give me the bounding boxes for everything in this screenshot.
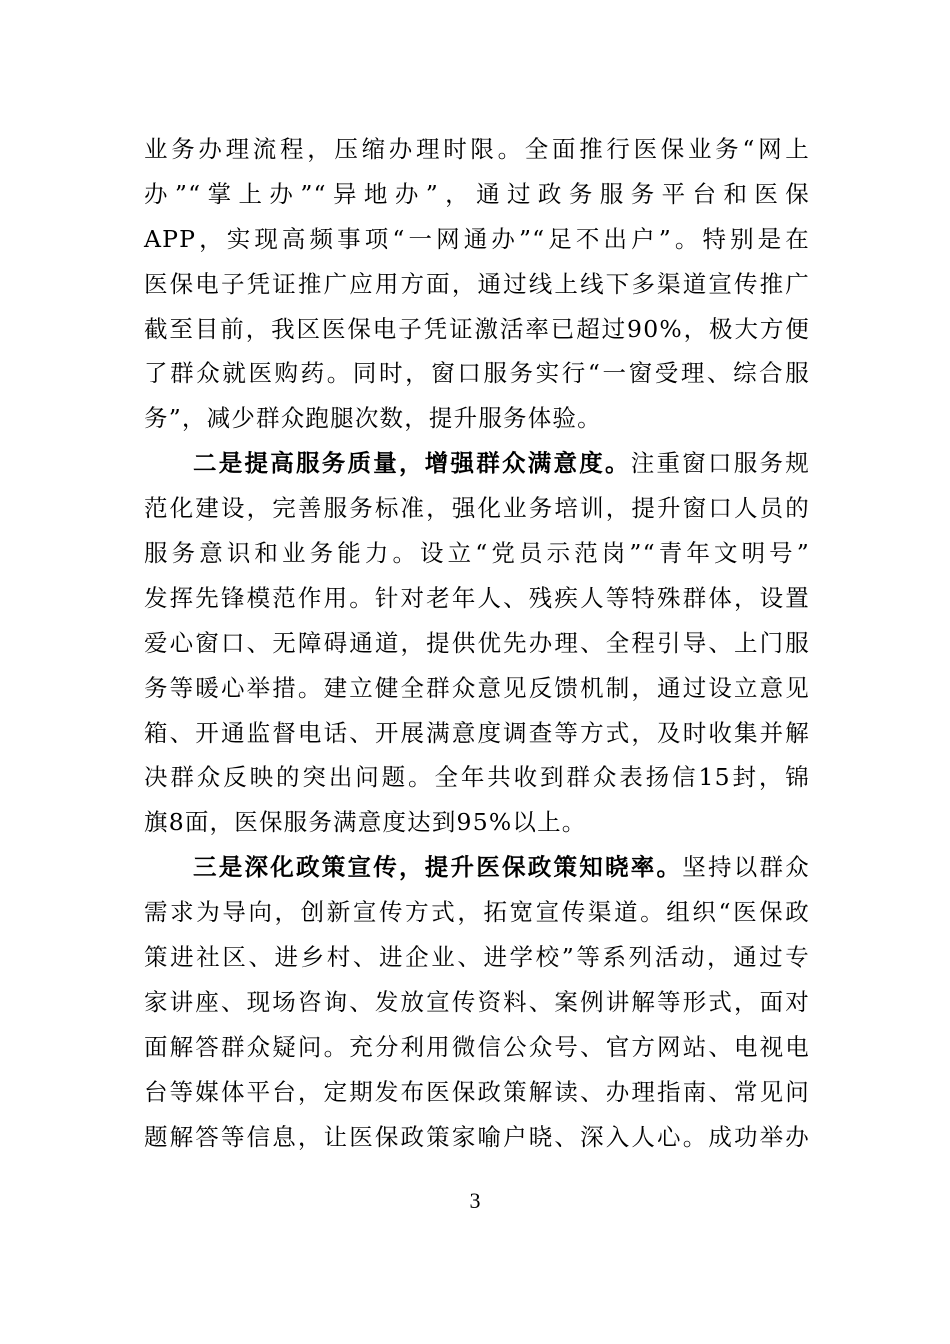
text-line: 题解答等信息，让医保政策家喻户晓、深入人心。成功举办: [144, 1122, 810, 1151]
text-run: 坚持以群众: [682, 853, 810, 882]
text-line: 面解答群众疑问。充分利用微信公众号、官方网站、电视电: [144, 1032, 810, 1061]
paragraph-heading: 二是提高服务质量，增强群众满意度。: [192, 449, 631, 478]
text-run: 注重窗口服务规: [630, 449, 810, 478]
text-line: 需求为导向，创新宣传方式，拓宽宣传渠道。组织“医保政: [144, 898, 810, 927]
text-line: 务”，减少群众跑腿次数，提升服务体验。: [144, 404, 602, 433]
paragraph-online-services: [144, 127, 810, 441]
text-line: 发挥先锋模范作用。针对老年人、残疾人等特殊群体，设置: [144, 583, 810, 612]
text-line: 家讲座、现场咨询、发放宣传资料、案例讲解等形式，面对: [144, 987, 810, 1016]
text-line: 截至目前，我区医保电子凭证激活率已超过90%，极大方便: [144, 314, 810, 343]
text-line: 业务办理流程，压缩办理时限。全面推行医保业务“网上: [144, 135, 810, 163]
text-line: 箱、开通监督电话、开展满意度调查等方式，及时收集并解: [144, 718, 810, 747]
text-line: 务等暖心举措。建立健全群众意见反馈机制，通过设立意见: [144, 673, 810, 702]
text-line: 办”“掌上办”“异地办”，通过政务服务平台和医保: [144, 179, 810, 208]
text-line: APP，实现高频事项“一网通办”“足不出户”。特别是在: [144, 224, 810, 253]
text-line: 爱心窗口、无障碍通道，提供优先办理、全程引导、上门服: [144, 628, 810, 657]
text-line: [144, 441, 810, 486]
text-line: 医保电子凭证推广应用方面，通过线上线下多渠道宣传推广: [144, 269, 810, 298]
text-line: 决群众反映的突出问题。全年共收到群众表扬信15封，锦: [144, 763, 810, 792]
paragraph-heading: 三是深化政策宣传，提升医保政策知晓率。: [192, 853, 683, 882]
text-line: 策进社区、进乡村、进企业、进学校”等系列活动，通过专: [144, 943, 810, 972]
text-line: 台等媒体平台，定期发布医保政策解读、办理指南、常见问: [144, 1077, 810, 1106]
text-line: 服务意识和业务能力。设立“党员示范岗”“青年文明号”: [144, 539, 810, 568]
text-line: 了群众就医购药。同时，窗口服务实行“一窗受理、综合服: [144, 359, 810, 388]
text-line: 旗8面，医保服务满意度达到95%以上。: [144, 808, 587, 837]
paragraph-service-quality: [144, 441, 810, 845]
text-line: [144, 845, 810, 890]
text-line: 范化建设，完善服务标准，强化业务培训，提升窗口人员的: [144, 494, 810, 523]
paragraph-policy-publicity: [144, 845, 810, 1159]
page-number: 3: [469, 1188, 481, 1213]
body-text: [144, 127, 810, 1159]
